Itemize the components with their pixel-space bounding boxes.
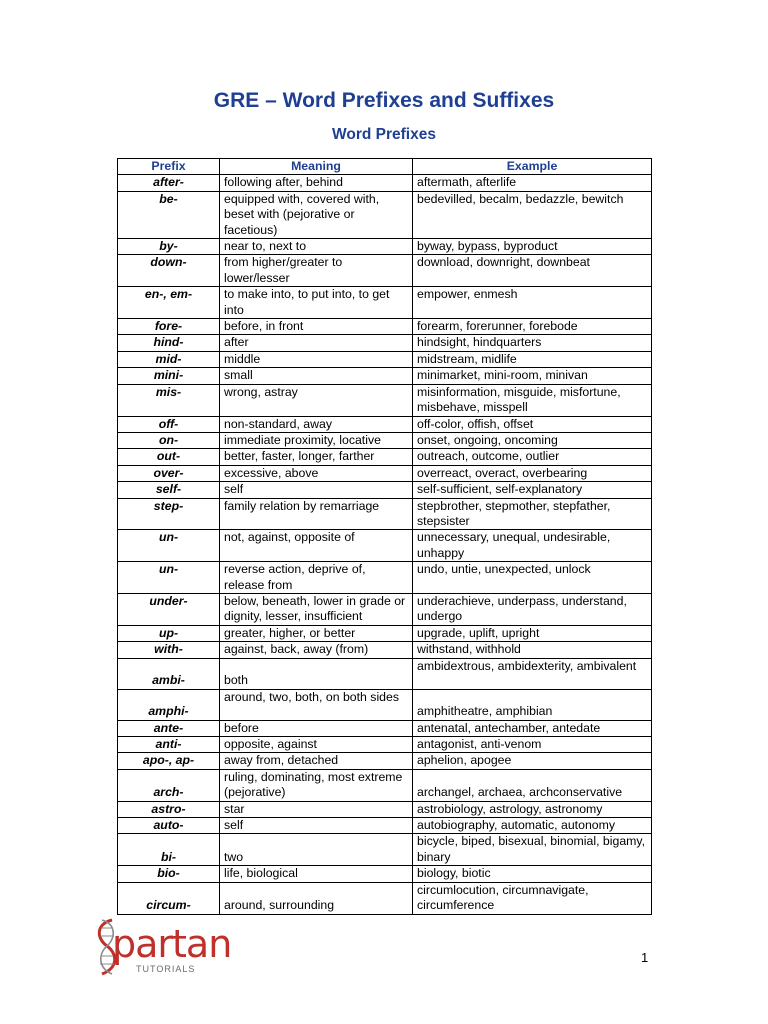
meaning-cell: ruling, dominating, most extreme (pejorative) bbox=[220, 769, 413, 801]
prefix-cell: en-, em- bbox=[118, 287, 220, 319]
header-prefix: Prefix bbox=[118, 159, 220, 175]
example-cell: off-color, offish, offset bbox=[413, 416, 652, 432]
meaning-cell: immediate proximity, locative bbox=[220, 432, 413, 448]
table-row bbox=[118, 416, 652, 432]
example-cell: astrobiology, astrology, astronomy bbox=[413, 801, 652, 817]
example-cell: amphitheatre, amphibian bbox=[413, 689, 652, 720]
example-cell: misinformation, misguide, misfortune, misbehave, misspell bbox=[413, 384, 652, 416]
prefix-cell: over- bbox=[118, 465, 220, 481]
table-row bbox=[118, 593, 652, 625]
meaning-cell: after bbox=[220, 335, 413, 351]
table-row bbox=[118, 368, 652, 384]
meaning-cell: below, beneath, lower in grade or dignity, lesser, insufficient bbox=[220, 593, 413, 625]
table-row bbox=[118, 801, 652, 817]
table-row bbox=[118, 351, 652, 367]
meaning-cell: before, in front bbox=[220, 319, 413, 335]
table-row bbox=[118, 753, 652, 769]
table-row bbox=[118, 335, 652, 351]
meaning-cell: life, biological bbox=[220, 866, 413, 882]
example-cell: midstream, midlife bbox=[413, 351, 652, 367]
prefix-cell: bio- bbox=[118, 866, 220, 882]
prefix-cell: mis- bbox=[118, 384, 220, 416]
prefix-cell: down- bbox=[118, 255, 220, 287]
table-row bbox=[118, 432, 652, 448]
example-cell: antagonist, anti-venom bbox=[413, 737, 652, 753]
prefix-cell: un- bbox=[118, 530, 220, 562]
example-cell: download, downright, downbeat bbox=[413, 255, 652, 287]
example-cell: ambidextrous, ambidexterity, ambivalent bbox=[413, 658, 652, 689]
prefix-cell: hind- bbox=[118, 335, 220, 351]
prefix-cell: after- bbox=[118, 175, 220, 191]
prefix-cell: mid- bbox=[118, 351, 220, 367]
table-row bbox=[118, 191, 652, 238]
example-cell: empower, enmesh bbox=[413, 287, 652, 319]
table-row bbox=[118, 255, 652, 287]
table-row bbox=[118, 625, 652, 641]
table-row bbox=[118, 689, 652, 720]
example-cell: byway, bypass, byproduct bbox=[413, 239, 652, 255]
prefix-cell: ambi- bbox=[118, 658, 220, 689]
prefix-cell: on- bbox=[118, 432, 220, 448]
meaning-cell: middle bbox=[220, 351, 413, 367]
meaning-cell: opposite, against bbox=[220, 737, 413, 753]
prefix-cell: off- bbox=[118, 416, 220, 432]
example-cell: autobiography, automatic, autonomy bbox=[413, 818, 652, 834]
example-cell: antenatal, antechamber, antedate bbox=[413, 720, 652, 736]
prefix-cell: self- bbox=[118, 482, 220, 498]
prefix-cell: by- bbox=[118, 239, 220, 255]
meaning-cell: following after, behind bbox=[220, 175, 413, 191]
table-row bbox=[118, 562, 652, 594]
meaning-cell: wrong, astray bbox=[220, 384, 413, 416]
document-title: GRE – Word Prefixes and Suffixes bbox=[213, 89, 555, 112]
example-cell: unnecessary, unequal, undesirable, unhappy bbox=[413, 530, 652, 562]
prefix-cell: bi- bbox=[118, 834, 220, 866]
meaning-cell: star bbox=[220, 801, 413, 817]
header-example: Example bbox=[413, 159, 652, 175]
example-cell: undo, untie, unexpected, unlock bbox=[413, 562, 652, 594]
example-cell: forearm, forerunner, forebode bbox=[413, 319, 652, 335]
page-number: 1 bbox=[641, 950, 649, 965]
example-cell: stepbrother, stepmother, stepfather, stepsister bbox=[413, 498, 652, 530]
prefix-cell: un- bbox=[118, 562, 220, 594]
table-row bbox=[118, 530, 652, 562]
prefix-table bbox=[117, 158, 652, 915]
table-row bbox=[118, 866, 652, 882]
section-title: Word Prefixes bbox=[332, 126, 436, 143]
prefix-cell: out- bbox=[118, 449, 220, 465]
table-row bbox=[118, 882, 652, 914]
prefix-cell: astro- bbox=[118, 801, 220, 817]
prefix-cell: ante- bbox=[118, 720, 220, 736]
meaning-cell: self bbox=[220, 482, 413, 498]
example-cell: biology, biotic bbox=[413, 866, 652, 882]
meaning-cell: self bbox=[220, 818, 413, 834]
table-row bbox=[118, 175, 652, 191]
table-row bbox=[118, 465, 652, 481]
example-cell: underachieve, underpass, understand, undergo bbox=[413, 593, 652, 625]
meaning-cell: family relation by remarriage bbox=[220, 498, 413, 530]
logo-subtext: TUTORIALS bbox=[136, 964, 196, 974]
example-cell: hindsight, hindquarters bbox=[413, 335, 652, 351]
table-row bbox=[118, 287, 652, 319]
example-cell: overreact, overact, overbearing bbox=[413, 465, 652, 481]
meaning-cell: excessive, above bbox=[220, 465, 413, 481]
meaning-cell: to make into, to put into, to get into bbox=[220, 287, 413, 319]
prefix-cell: anti- bbox=[118, 737, 220, 753]
meaning-cell: near to, next to bbox=[220, 239, 413, 255]
example-cell: bedevilled, becalm, bedazzle, bewitch bbox=[413, 191, 652, 238]
prefix-cell: arch- bbox=[118, 769, 220, 801]
table-row bbox=[118, 658, 652, 689]
prefix-cell: mini- bbox=[118, 368, 220, 384]
table-row bbox=[118, 769, 652, 801]
table-body bbox=[118, 175, 652, 914]
example-cell: self-sufficient, self-explanatory bbox=[413, 482, 652, 498]
meaning-cell: two bbox=[220, 834, 413, 866]
prefix-cell: be- bbox=[118, 191, 220, 238]
table-row bbox=[118, 482, 652, 498]
table-row bbox=[118, 720, 652, 736]
example-cell: bicycle, biped, bisexual, binomial, bigamy, binary bbox=[413, 834, 652, 866]
table-row bbox=[118, 449, 652, 465]
example-cell: archangel, archaea, archconservative bbox=[413, 769, 652, 801]
prefix-cell: step- bbox=[118, 498, 220, 530]
example-cell: minimarket, mini-room, minivan bbox=[413, 368, 652, 384]
meaning-cell: non-standard, away bbox=[220, 416, 413, 432]
table-row bbox=[118, 384, 652, 416]
example-cell: circumlocution, circumnavigate, circumference bbox=[413, 882, 652, 914]
meaning-cell: greater, higher, or better bbox=[220, 625, 413, 641]
example-cell: aphelion, apogee bbox=[413, 753, 652, 769]
meaning-cell: against, back, away (from) bbox=[220, 642, 413, 658]
prefix-cell: auto- bbox=[118, 818, 220, 834]
example-cell: upgrade, uplift, upright bbox=[413, 625, 652, 641]
meaning-cell: before bbox=[220, 720, 413, 736]
meaning-cell: small bbox=[220, 368, 413, 384]
table-row bbox=[118, 818, 652, 834]
prefix-cell: circum- bbox=[118, 882, 220, 914]
table-row bbox=[118, 239, 652, 255]
header-meaning: Meaning bbox=[220, 159, 413, 175]
meaning-cell: both bbox=[220, 658, 413, 689]
example-cell: onset, ongoing, oncoming bbox=[413, 432, 652, 448]
spartan-logo bbox=[92, 916, 232, 978]
table-row bbox=[118, 834, 652, 866]
prefix-cell: fore- bbox=[118, 319, 220, 335]
prefix-cell: apo-, ap- bbox=[118, 753, 220, 769]
meaning-cell: around, surrounding bbox=[220, 882, 413, 914]
meaning-cell: not, against, opposite of bbox=[220, 530, 413, 562]
meaning-cell: equipped with, covered with, beset with (pejorative or facetious) bbox=[220, 191, 413, 238]
table-row bbox=[118, 642, 652, 658]
meaning-cell: away from, detached bbox=[220, 753, 413, 769]
prefix-cell: under- bbox=[118, 593, 220, 625]
meaning-cell: better, faster, longer, farther bbox=[220, 449, 413, 465]
meaning-cell: around, two, both, on both sides bbox=[220, 689, 413, 720]
table-row bbox=[118, 498, 652, 530]
prefix-cell: with- bbox=[118, 642, 220, 658]
table-header-row bbox=[118, 159, 652, 175]
example-cell: withstand, withhold bbox=[413, 642, 652, 658]
table-row bbox=[118, 737, 652, 753]
logo-wordmark: partan bbox=[112, 922, 232, 966]
meaning-cell: from higher/greater to lower/lesser bbox=[220, 255, 413, 287]
prefix-cell: amphi- bbox=[118, 689, 220, 720]
example-cell: aftermath, afterlife bbox=[413, 175, 652, 191]
meaning-cell: reverse action, deprive of, release from bbox=[220, 562, 413, 594]
prefix-cell: up- bbox=[118, 625, 220, 641]
table-row bbox=[118, 319, 652, 335]
example-cell: outreach, outcome, outlier bbox=[413, 449, 652, 465]
